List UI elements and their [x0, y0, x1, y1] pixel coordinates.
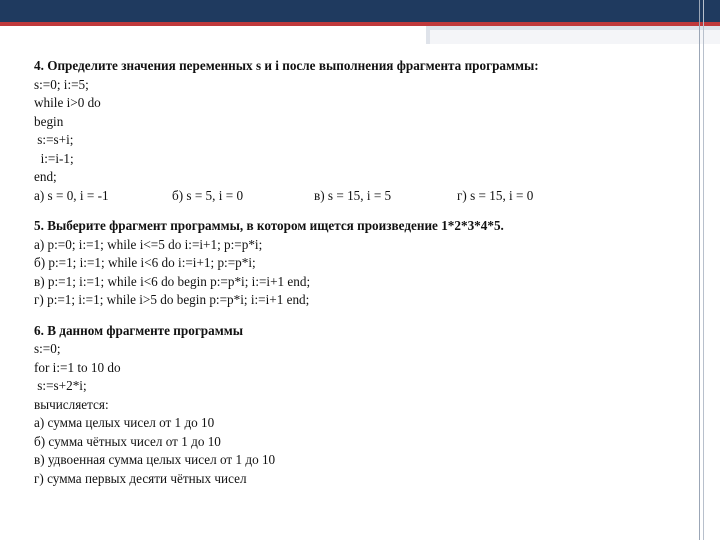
- q6-code-line: s:=s+2*i;: [34, 378, 87, 393]
- q5-option-d: г) p:=1; i:=1; while i>5 do begin p:=p*i; i:=i+1 end;: [34, 292, 310, 307]
- q4-code-line: while i>0 do: [34, 95, 101, 110]
- q4-code-line: begin: [34, 113, 64, 129]
- header-bar: [0, 0, 720, 22]
- q5-option-a: а) p:=0; i:=1; while i<=5 do i:=i+1; p:=p*i;: [34, 236, 263, 252]
- q4-code-line: s:=s+i;: [34, 132, 74, 147]
- question-5-title: 5. Выберите фрагмент программы, в котором ищется произведение 1*2*3*4*5.: [34, 218, 504, 233]
- q4-answer-b: б) s = 5, i = 0: [172, 187, 244, 203]
- q4-code-line: s:=0; i:=5;: [34, 76, 89, 92]
- slide-content: [34, 57, 674, 488]
- question-6-title: 6. В данном фрагменте программы: [34, 322, 243, 338]
- q6-option-b: б) сумма чётных чисел от 1 до 10: [34, 433, 221, 449]
- q6-option-a: а) сумма целых чисел от 1 до 10: [34, 415, 215, 430]
- q5-option-b: б) p:=1; i:=1; while i<6 do i:=i+1; p:=p*i;: [34, 255, 256, 270]
- right-frame-line-outer: [703, 0, 704, 540]
- q5-option-c: в) p:=1; i:=1; while i<6 do begin p:=p*i; i:=i+1 end;: [34, 273, 311, 289]
- q4-code-line: i:=i-1;: [34, 150, 74, 166]
- q6-code-line: s:=0;: [34, 341, 61, 356]
- header-tab-inner: [430, 30, 720, 44]
- q6-option-c: в) удвоенная сумма целых чисел от 1 до 10: [34, 452, 276, 467]
- q4-answer-c: в) s = 15, i = 5: [314, 187, 392, 203]
- q6-code-line: for i:=1 to 10 do: [34, 359, 121, 375]
- q6-option-d: г) сумма первых десяти чётных чисел: [34, 470, 247, 486]
- q4-answers: [34, 187, 674, 206]
- q4-answer-a: а) s = 0, i = -1: [34, 187, 109, 203]
- right-frame-line: [699, 0, 700, 540]
- q4-code-line: end;: [34, 169, 57, 184]
- q6-prompt: вычисляется:: [34, 396, 109, 412]
- question-4-title: 4. Определите значения переменных s и i после выполнения фрагмента программы:: [34, 58, 539, 73]
- q4-answer-d: г) s = 15, i = 0: [457, 187, 534, 203]
